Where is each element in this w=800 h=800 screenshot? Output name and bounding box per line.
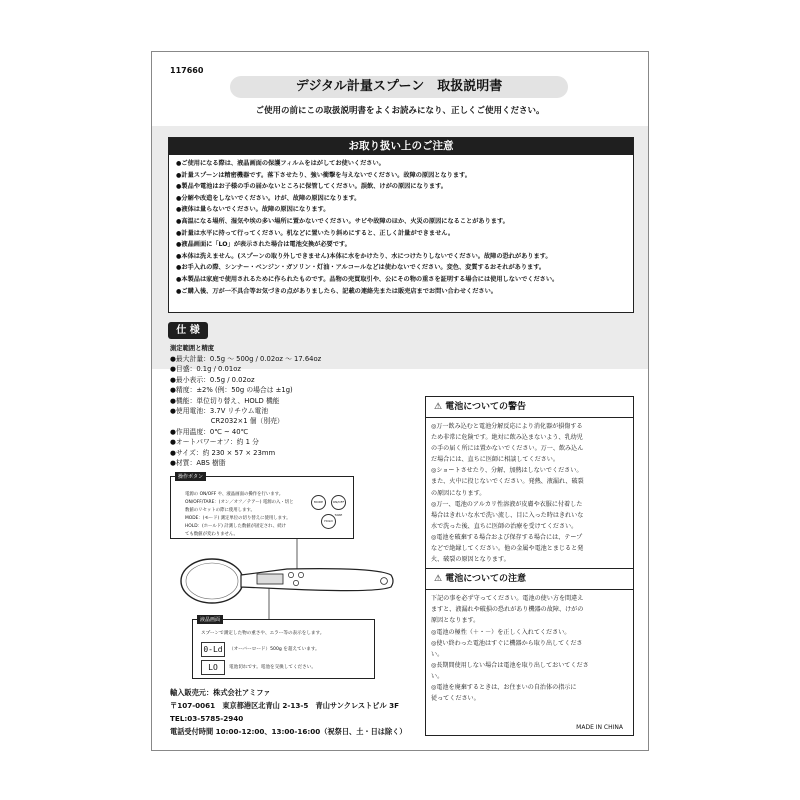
warning-icon: ⚠	[434, 574, 446, 585]
battery-warning-body	[426, 418, 633, 568]
caution-item: ●ご使用になる際は、液晶画面の保護フィルムをはがしてお使いください。	[176, 160, 385, 167]
caution-item: ●本体は洗えません。(スプーンの取り外しできません)本体に水をかけたり、水につけたりしないでください。故障の恐れがあります。	[176, 252, 552, 260]
warning-icon: ⚠	[434, 402, 446, 412]
battery-caution-body	[426, 590, 633, 707]
battery-warning-heading: 電池についての警告	[445, 402, 527, 412]
warning-line: などで絶縁してください。他の金属や電池とまじると発	[431, 545, 584, 553]
company-line: TEL:03-5785-2940	[170, 714, 244, 723]
spoon-button-icon	[293, 580, 298, 585]
warning-line: の手の届く所には置かないでください。万一、飲み込ん	[431, 445, 584, 453]
lcd-overload-display: 0-Ld	[201, 642, 225, 657]
warning-line: ため非常に危険です。絶対に飲み込まないよう、乳幼児	[431, 434, 583, 442]
specs-heading: 仕 様	[168, 322, 208, 339]
spoon-lcd-window	[257, 574, 283, 584]
battery-caution-header	[426, 568, 633, 590]
lcd-overload-text: （オーバーロード）500g を超えています。	[229, 647, 320, 652]
power-button-icon: ON/OFF TARE	[331, 495, 346, 510]
specs-list	[170, 354, 321, 468]
caution-box	[168, 137, 634, 313]
spoon-button-icon	[288, 572, 293, 577]
caution-item: ●高温になる場所、湿気や埃の多い場所に置かないでください。サビや故障のほか、火災の原因になることがあります。	[176, 217, 509, 225]
caution-heading: お取り扱い上のご注意	[169, 138, 633, 155]
operation-line: MODE：(モード) 測定単位の切り替えに使用します。	[185, 516, 291, 521]
company-line: 電話受付時間 10:00-12:00、13:00-16:00（祝祭日、土・日は除く）	[170, 727, 407, 736]
operation-tag: 操作ボタン	[175, 472, 206, 481]
page-subtitle: ご使用の前にこの取扱説明書をよくお読みになり、正しくご使用ください。	[255, 106, 545, 116]
caution-line: 原因となります。	[431, 617, 480, 625]
lcd-intro: スプーンで測定した物の重さや、エラー等の表示をします。	[201, 631, 325, 636]
caution-line: ◎電池を廃棄するときは、お住まいの自治体の指示に	[431, 683, 577, 691]
operation-description	[185, 491, 294, 539]
spec-item: ●精度：±2% (例：50g の場合は ±1g)	[170, 386, 293, 395]
warning-line: ◎万一、電池のアルカリ性溶液が皮膚や衣服に付着した	[431, 500, 583, 508]
specs-range-title: 測定範囲と精度	[170, 345, 215, 352]
mode-button-icon: MODE	[311, 495, 326, 510]
warning-line: 水で洗った後、直ちに医師の治療を受けてください。	[431, 522, 578, 530]
caution-line: 従ってください。	[431, 695, 480, 703]
operation-line: ON/OFF/TARE：(オン／オフ／テアー) 電源の入・切と	[185, 500, 294, 505]
caution-line: 下記の事を必ず守ってください。電池の使い方を間違え	[431, 595, 584, 603]
operation-buttons-box	[170, 476, 354, 539]
spec-item: ●最小表示：0.5g / 0.02oz	[170, 375, 255, 384]
operation-line: 電源の ON/OFF や、液晶画面の操作を行います。	[185, 492, 284, 497]
spec-item: ●作用温度：0℃ ~ 40℃	[170, 427, 249, 436]
spec-item: ●最大計量：0.5g ～ 500g / 0.02oz ～ 17.64oz	[170, 355, 322, 363]
caution-line: ◎電池の極性（＋・－）を正しく入れてください。	[431, 628, 571, 636]
spoon-bowl	[181, 559, 243, 603]
caution-item: ●液体は量らないでください。故障の原因になります。	[176, 206, 330, 214]
caution-item: ●製品や電池はお子様の手の届かないところに保管してください。誤飲、けがの原因になります。	[176, 183, 447, 191]
lcd-tag: 液晶画面	[197, 615, 223, 624]
spec-item: ●サイズ：約 230 × 57 × 23mm	[170, 448, 276, 457]
product-id: 117660	[170, 66, 204, 75]
warning-line: また、火中に投じないでください。発熱、液漏れ、破裂	[431, 478, 584, 486]
warning-line: 場合はきれいな水で洗い流し、目に入った時はきれいな	[431, 511, 584, 519]
spec-item: ●機能：単位切り替え、HOLD 機能	[170, 396, 280, 405]
spec-item: ●目盛：0.1g / 0.01oz	[170, 365, 241, 374]
battery-box	[425, 396, 634, 736]
hold-button-icon: HOLD	[321, 514, 336, 529]
warning-line: ◎万一飲み込むと電池分解反応により消化器が損傷する	[431, 423, 583, 430]
lcd-low-battery-text: 電池切れです。電池を交換してください。	[229, 665, 316, 670]
battery-caution-heading: 電池についての注意	[445, 574, 527, 585]
caution-item: ●本製品は家庭で使用されるために作られたものです。品物の売買取引や、公にその物の重さを証明する場合には使用しないでください。	[176, 275, 559, 283]
caution-line: ますと、液漏れや破損の恐れがあり機器の故障、けがの	[431, 606, 584, 614]
company-line: 〒107-0061 東京都港区北青山 2-13-5 青山サンクレストビル 3F	[170, 701, 400, 710]
spec-item: ●材質：ABS 樹脂	[170, 459, 226, 468]
caution-line: い。	[431, 650, 444, 658]
lcd-box	[192, 619, 375, 679]
operation-line: 数値のリセットの際に使用します。	[185, 508, 255, 513]
caution-item: ●計量は水平に持って行ってください。机などに置いたり斜めにすると、正しく計量ができません。	[176, 229, 455, 237]
caution-line: い。	[431, 672, 444, 680]
spec-item: ●オートパワーオフ：約 1 分	[170, 438, 259, 447]
battery-warning-header	[426, 397, 633, 418]
warning-line: だ場合には、直ちに医師に相談してください。	[431, 456, 559, 464]
caution-list	[169, 155, 633, 297]
operation-line: ても数値が変わりません。	[185, 532, 238, 537]
company-line: 輸入販売元：株式会社アミファ	[170, 688, 271, 697]
caution-item: ●計量スプーンは精密機器です。落下させたり、強い衝撃を与えないでください。故障の原因となります。	[176, 171, 471, 179]
spec-item: ●使用電池：3.7V リチウム電池	[170, 407, 269, 416]
lcd-low-battery-display: LO	[201, 660, 225, 675]
made-in-label: MADE IN CHINA	[576, 724, 623, 731]
spec-item: CR2032×1 個（別売）	[170, 417, 284, 426]
spoon-button-icon	[298, 572, 303, 577]
warning-line: の原因になります。	[431, 489, 486, 497]
warning-line: ◎電池を破棄する場合および保存する場合には、テープ	[431, 533, 583, 541]
caution-item: ●分解や改造をしないでください。けが、故障の原因になります。	[176, 194, 361, 202]
caution-item: ●液晶画面に「LO」が表示された場合は電池交換が必要です。	[176, 241, 351, 249]
instruction-sheet	[151, 51, 649, 751]
spoon-illustration	[177, 539, 407, 619]
operation-line: HOLD：(ホールド) 計測した数値が固定され、続け	[185, 524, 287, 529]
caution-item: ●お手入れの際、シンナー・ベンジン・ガソリン・灯油・アルコールなどは使わないでください。変色、変質するおそれがあります。	[176, 264, 546, 272]
warning-line: ◎ショートさせたり、分解、加熱はしないでください。	[431, 467, 583, 475]
caution-line: ◎使い終わった電池はすぐに機器から取り出してくださ	[431, 639, 583, 647]
company-info	[170, 686, 407, 738]
warning-line: 火、破裂の原因となります。	[431, 556, 510, 564]
page-title: デジタル計量スプーン 取扱説明書	[230, 76, 568, 98]
spoon-hang-hole	[381, 578, 388, 585]
caution-line: ◎長期間使用しない場合は電池を取り出しておいてくださ	[431, 661, 589, 669]
caution-item: ●ご購入後、万が一不具合等お気づきの点がありましたら、記載の連絡先または販売店までお問い合わせください。	[176, 287, 497, 295]
